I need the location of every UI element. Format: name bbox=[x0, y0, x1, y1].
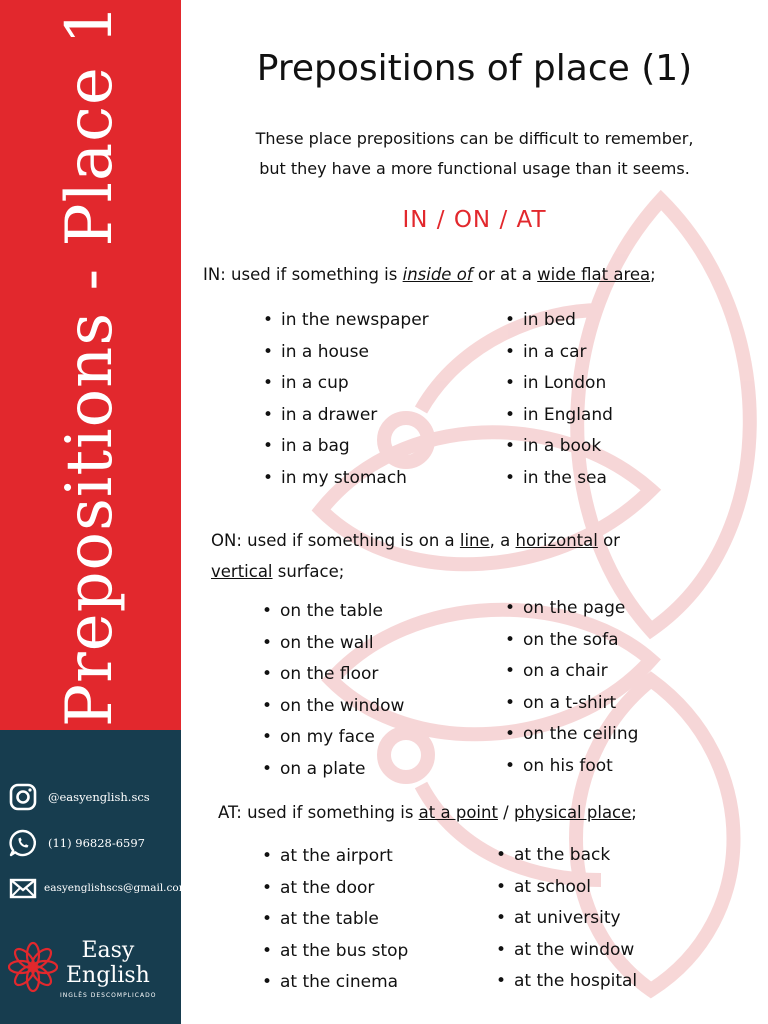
list-item: • on the table bbox=[262, 596, 404, 628]
in-rule-wide-flat-area: wide flat area bbox=[537, 265, 651, 284]
at-rule-end: ; bbox=[631, 803, 637, 822]
list-item: • at the table bbox=[262, 904, 408, 936]
at-rule-prefix: AT: used if something is bbox=[218, 803, 419, 822]
on-rule bbox=[211, 525, 620, 587]
on-rule-horizontal: horizontal bbox=[515, 531, 598, 550]
brand-name-line2: English bbox=[66, 963, 150, 988]
instagram-icon bbox=[8, 782, 38, 812]
intro-line-1: These place prepositions can be difficult to remember, bbox=[255, 129, 694, 148]
list-item: • on the window bbox=[262, 691, 404, 723]
main-content bbox=[181, 0, 768, 1024]
sidebar-title-panel bbox=[0, 0, 181, 730]
at-examples-column-1 bbox=[262, 841, 408, 999]
list-item: • on the wall bbox=[262, 628, 404, 660]
on-rule-vertical: vertical bbox=[211, 562, 273, 581]
list-item: • at university bbox=[496, 903, 637, 935]
in-rule bbox=[203, 259, 656, 290]
flower-logo-icon bbox=[8, 940, 58, 994]
vertical-title: Prepositions - Place 1 bbox=[53, 3, 127, 727]
in-rule-mid: or at a bbox=[472, 265, 538, 284]
list-item: • in a house bbox=[263, 337, 429, 369]
at-examples-column-2 bbox=[496, 840, 637, 998]
list-item: • at the hospital bbox=[496, 966, 637, 998]
list-item: • in a drawer bbox=[263, 400, 429, 432]
brand-name-line1: Easy bbox=[81, 938, 135, 963]
in-examples-column-2 bbox=[505, 305, 613, 495]
at-rule-mid: / bbox=[497, 803, 514, 822]
list-item: • on the floor bbox=[262, 659, 404, 691]
whatsapp-icon bbox=[8, 828, 38, 858]
on-examples-column-1 bbox=[262, 596, 404, 786]
phone-number: (11) 96828-6597 bbox=[48, 836, 145, 850]
at-rule-at-a-point: at a point bbox=[418, 803, 498, 822]
list-item: • on the page bbox=[505, 593, 638, 625]
list-item: • in a cup bbox=[263, 368, 429, 400]
list-item: • at the back bbox=[496, 840, 637, 872]
list-item: • on a chair bbox=[505, 656, 638, 688]
in-examples-column-1 bbox=[263, 305, 429, 495]
list-item: • at the cinema bbox=[262, 967, 408, 999]
in-rule-inside-of: inside of bbox=[402, 265, 473, 284]
list-item: • on my face bbox=[262, 722, 404, 754]
instagram-contact[interactable] bbox=[8, 782, 150, 812]
in-rule-end: ; bbox=[650, 265, 656, 284]
on-examples-column-2 bbox=[505, 593, 638, 783]
intro-line-2: but they have a more functional usage than it seems. bbox=[259, 159, 690, 178]
list-item: • in the newspaper bbox=[263, 305, 429, 337]
list-item: • in a bag bbox=[263, 431, 429, 463]
list-item: • in London bbox=[505, 368, 613, 400]
on-rule-end: surface; bbox=[272, 562, 345, 581]
in-rule-prefix: IN: used if something is bbox=[203, 265, 403, 284]
list-item: • on a t-shirt bbox=[505, 688, 638, 720]
brand-name bbox=[66, 938, 150, 988]
brand-tagline: INGLÊS DESCOMPLICADO bbox=[60, 992, 157, 999]
list-item: • in bed bbox=[505, 305, 613, 337]
phone-contact[interactable] bbox=[8, 828, 145, 858]
list-item: • on the ceiling bbox=[505, 719, 638, 751]
list-item: • at the airport bbox=[262, 841, 408, 873]
list-item: • on a plate bbox=[262, 754, 404, 786]
list-item: • at the bus stop bbox=[262, 936, 408, 968]
email-address: easyenglishscs@gmail.com bbox=[44, 882, 189, 894]
on-rule-line: line bbox=[459, 531, 490, 550]
email-contact[interactable] bbox=[8, 873, 189, 903]
instagram-handle: @easyenglish.scs bbox=[48, 790, 150, 804]
list-item: • at the window bbox=[496, 935, 637, 967]
on-rule-prefix: ON: used if something is on a bbox=[211, 531, 460, 550]
intro-paragraph bbox=[181, 124, 768, 184]
on-rule-mid1: , a bbox=[489, 531, 516, 550]
list-item: • on the sofa bbox=[505, 625, 638, 657]
list-item: • in England bbox=[505, 400, 613, 432]
list-item: • in the sea bbox=[505, 463, 613, 495]
list-item: • at school bbox=[496, 872, 637, 904]
at-rule-physical-place: physical place bbox=[514, 803, 632, 822]
on-rule-mid2: or bbox=[597, 531, 620, 550]
list-item: • on his foot bbox=[505, 751, 638, 783]
brand-logo bbox=[8, 938, 178, 998]
envelope-icon bbox=[8, 873, 38, 903]
list-item: • in a book bbox=[505, 431, 613, 463]
section-heading: IN / ON / AT bbox=[402, 207, 547, 233]
list-item: • in a car bbox=[505, 337, 613, 369]
list-item: • in my stomach bbox=[263, 463, 429, 495]
list-item: • at the door bbox=[262, 873, 408, 905]
page-title: Prepositions of place (1) bbox=[256, 48, 693, 89]
at-rule bbox=[218, 797, 637, 828]
